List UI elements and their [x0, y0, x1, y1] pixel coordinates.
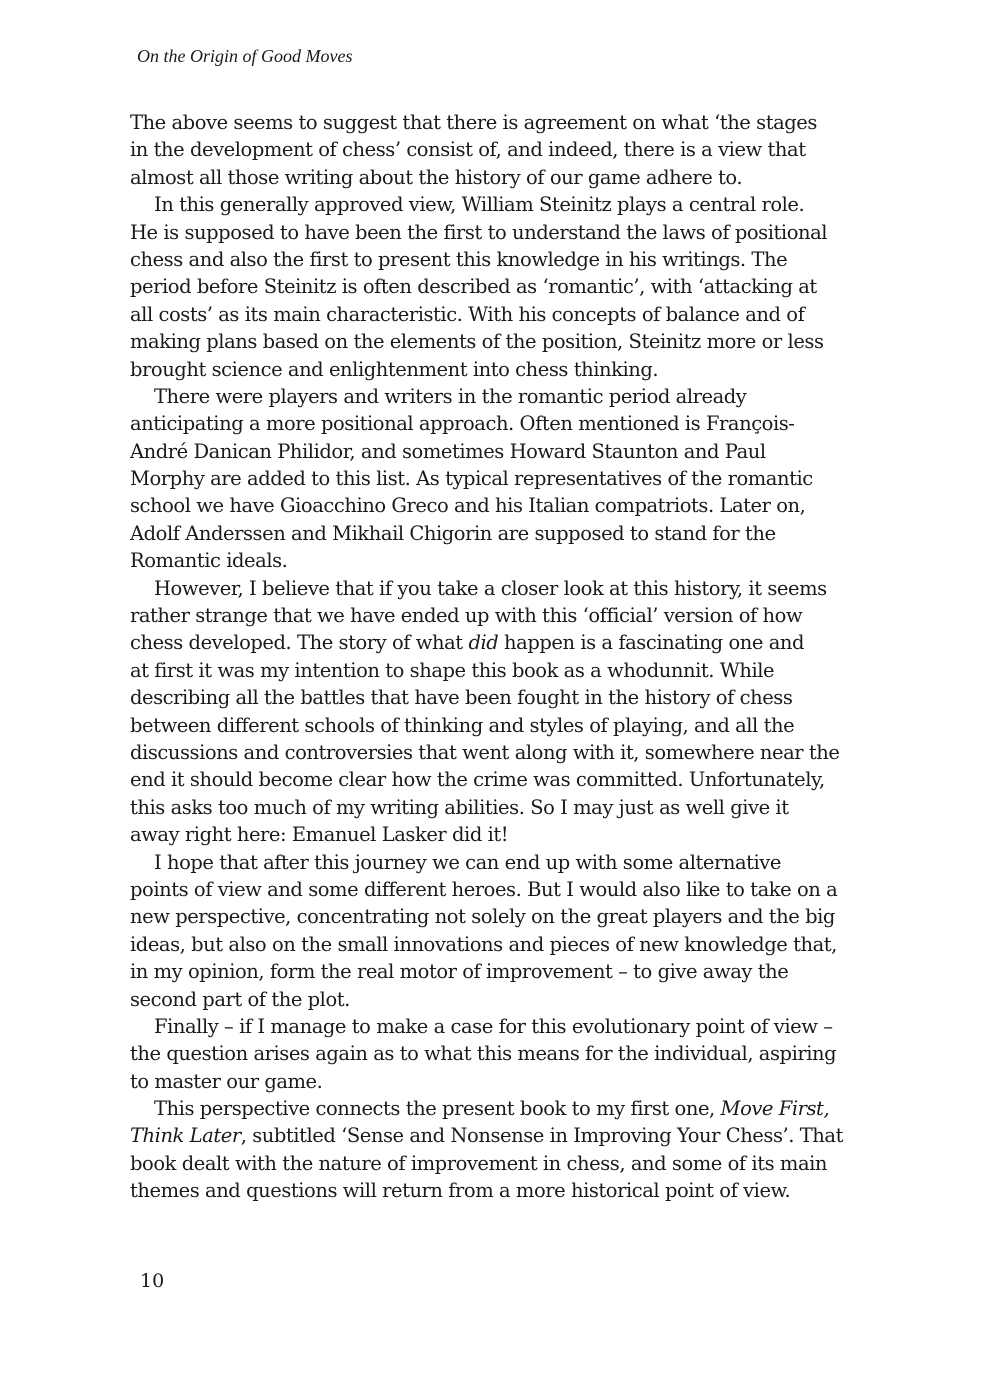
- text-line: describing all the battles that have been fought in the history of chess: [130, 686, 793, 710]
- text-line: almost all those writing about the history of our game adhere to.: [130, 165, 743, 189]
- text-line: Romantic ideals.: [130, 549, 288, 573]
- paragraph: [130, 1013, 867, 1095]
- body-text: [130, 109, 867, 1205]
- text-line: Adolf Anderssen and Mikhail Chigorin are supposed to stand for the: [130, 521, 776, 545]
- text-line: the question arises again as to what this means for the individual, aspiring: [130, 1042, 837, 1066]
- paragraph: [130, 575, 867, 849]
- text-line: making plans based on the elements of the position, Steinitz more or less: [130, 330, 824, 354]
- text-line: In this generally approved view, William Steinitz plays a central role.: [154, 193, 805, 217]
- text-line: second part of the plot.: [130, 987, 350, 1011]
- text-line: at first it was my intention to shape this book as a whodunnit. While: [130, 658, 775, 682]
- text-line: Finally – if I manage to make a case for this evolutionary point of view –: [154, 1014, 833, 1038]
- italic-text-run: Think Later: [130, 1124, 241, 1148]
- paragraph: [130, 1095, 867, 1205]
- text-line: The above seems to suggest that there is agreement on what ‘the stages: [130, 111, 817, 134]
- text-line: in my opinion, form the real motor of improvement – to give away the: [130, 960, 789, 984]
- text-line: all costs’ as its main characteristic. With his concepts of balance and of: [130, 302, 805, 326]
- text-line: [130, 1122, 867, 1149]
- text-line: to master our game.: [130, 1069, 323, 1093]
- text-line: points of view and some different heroes. But I would also like to take on a: [130, 877, 838, 901]
- italic-text-run: did: [468, 631, 499, 655]
- text-line: anticipating a more positional approach. Often mentioned is François-: [130, 412, 795, 436]
- text-line: brought science and enlightenment into chess thinking.: [130, 357, 659, 381]
- text-line: I hope that after this journey we can end up with some alternative: [154, 850, 781, 874]
- text-run: chess developed. The story of what: [130, 631, 469, 655]
- text-line: in the development of chess’ consist of, and indeed, there is a view that: [130, 138, 806, 162]
- italic-text-run: Move First,: [720, 1097, 830, 1121]
- text-run: This perspective connects the present book to my first one,: [154, 1097, 721, 1121]
- text-line: [130, 629, 867, 656]
- text-run: , subtitled ‘Sense and Nonsense in Improving Your Chess’. That: [240, 1124, 843, 1148]
- text-line: end it should become clear how the crime was committed. Unfortunately,: [130, 768, 825, 792]
- text-line: There were players and writers in the romantic period already: [154, 384, 747, 408]
- text-line: away right here: Emanuel Lasker did it!: [130, 823, 509, 847]
- running-head: On the Origin of Good Moves: [137, 46, 353, 66]
- paragraph: [130, 383, 867, 575]
- text-line: school we have Gioacchino Greco and his Italian compatriots. Later on,: [130, 494, 806, 518]
- text-line: André Danican Philidor, and sometimes Howard Staunton and Paul: [130, 439, 766, 463]
- text-line: period before Steinitz is often described as ‘romantic’, with ‘attacking at: [130, 275, 817, 299]
- text-line: [130, 1095, 867, 1122]
- text-line: discussions and controversies that went along with it, somewhere near the: [130, 740, 840, 764]
- paragraph: [130, 109, 867, 191]
- text-line: book dealt with the nature of improvement in chess, and some of its main: [130, 1151, 828, 1175]
- text-line: themes and questions will return from a more historical point of view.: [130, 1179, 791, 1203]
- text-line: between different schools of thinking and styles of playing, and all the: [130, 713, 795, 737]
- text-run: happen is a fascinating one and: [498, 631, 805, 655]
- text-line: this asks too much of my writing abilities. So I may just as well give it: [130, 795, 789, 819]
- paragraph: [130, 191, 867, 383]
- text-line: chess and also the first to present this knowledge in his writings. The: [130, 247, 788, 271]
- page-number: 10: [140, 1270, 165, 1292]
- text-line: Morphy are added to this list. As typical representatives of the romantic: [130, 467, 813, 491]
- paragraph: [130, 849, 867, 1013]
- text-line: ideas, but also on the small innovations and pieces of new knowledge that,: [130, 932, 837, 956]
- text-line: He is supposed to have been the first to understand the laws of positional: [130, 220, 828, 244]
- text-line: However, I believe that if you take a closer look at this history, it seems: [154, 576, 827, 600]
- text-line: rather strange that we have ended up with this ‘official’ version of how: [130, 604, 803, 628]
- text-line: new perspective, concentrating not solely on the great players and the big: [130, 905, 835, 929]
